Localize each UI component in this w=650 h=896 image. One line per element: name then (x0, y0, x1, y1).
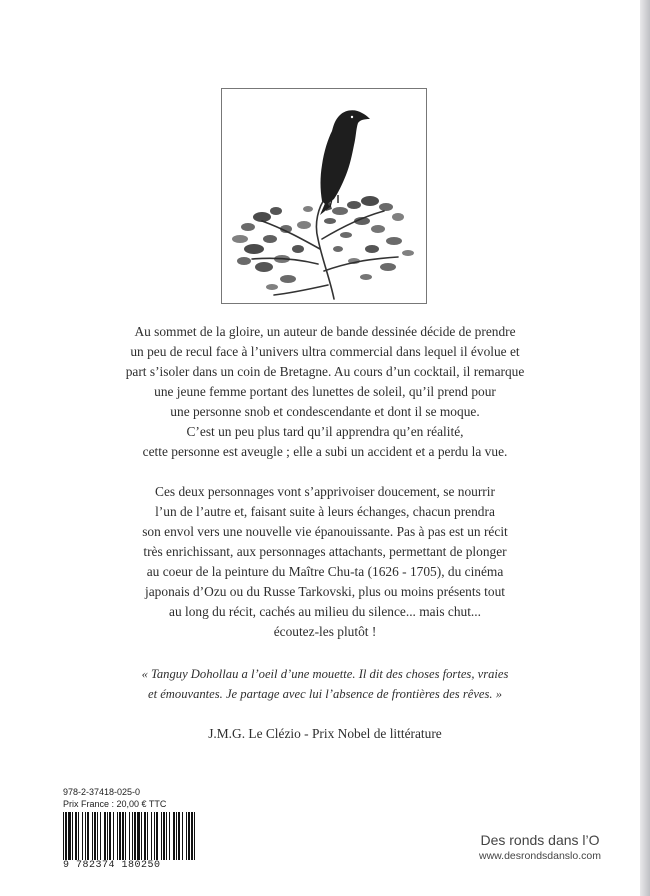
crow-ink-illustration (221, 88, 427, 304)
summary-paragraph-2 (110, 482, 540, 642)
summary-paragraph-1 (110, 322, 540, 462)
isbn-number: 978-2-37418-025-0 (63, 787, 141, 797)
barcode-bar (72, 812, 73, 860)
spine-edge (640, 0, 650, 896)
barcode-bar (109, 812, 111, 860)
barcode-bar (125, 812, 126, 860)
barcode-bar (113, 812, 114, 860)
barcode-bar (194, 812, 195, 860)
barcode-bar (68, 812, 71, 860)
barcode-bar (97, 812, 98, 860)
barcode-bar (173, 812, 175, 860)
summary-line: au long du récit, cachés au milieu du silence... mais chut... (169, 604, 481, 619)
summary-line: C’est un peu plus tard qu’il apprendra qu’en réalité, (186, 424, 464, 439)
barcode-bar (119, 812, 121, 860)
barcode-bar (117, 812, 118, 860)
barcode-bar (92, 812, 93, 860)
barcode-bar (182, 812, 183, 860)
barcode-bar (63, 812, 64, 860)
barcode-bar (178, 812, 180, 860)
barcode-bar (188, 812, 190, 860)
summary-line: part s’isoler dans un coin de Bretagne. Au cours d’un cocktail, il remarque (125, 364, 525, 379)
le-clezio-quote (110, 664, 540, 704)
summary-line: au coeur de la peinture du Maître Chu-ta (1626 - 1705), du cinéma (146, 564, 504, 579)
barcode-bar (134, 812, 136, 860)
crow-on-branch-drawing (222, 89, 426, 303)
barcode-bar (191, 812, 193, 860)
summary-line: japonais d’Ozu ou du Russe Tarkovski, plus ou moins présents tout (145, 584, 505, 599)
barcode-bar (78, 812, 79, 860)
publisher-url[interactable]: www.desrondsdanslo.com (479, 850, 601, 862)
barcode-bar (137, 812, 140, 860)
barcode-bar (154, 812, 155, 860)
barcode-bar (100, 812, 101, 860)
barcode-bar (156, 812, 158, 860)
barcode-bar (147, 812, 148, 860)
quote-line: « Tanguy Dohollau a l’oeil d’une mouette. Il dit des choses fortes, vraies (141, 667, 509, 681)
summary-line: Au sommet de la gloire, un auteur de bande dessinée décide de prendre (134, 324, 516, 339)
barcode-bar (151, 812, 152, 860)
ean-barcode (63, 812, 195, 862)
barcode-bar (65, 812, 67, 860)
barcode-bar (104, 812, 106, 860)
summary-line: écoutez-les plutôt ! (273, 624, 377, 639)
quote-line: et émouvantes. Je partage avec lui l’absence de frontières des rêves. » (147, 687, 503, 701)
barcode-bar (169, 812, 170, 860)
summary-line: un peu de recul face à l’univers ultra commercial dans lequel il évolue et (130, 344, 520, 359)
quote-attribution: J.M.G. Le Clézio - Prix Nobel de littérature (208, 726, 442, 741)
barcode-bar (186, 812, 187, 860)
summary-line: cette personne est aveugle ; elle a subi un accident et a perdu la vue. (142, 444, 508, 459)
summary-line: l’un de l’autre et, faisant suite à leurs échanges, chacun prendra (155, 504, 495, 519)
publisher-name: Des ronds dans l’O (480, 832, 600, 848)
barcode-bar (122, 812, 124, 860)
publisher-block (470, 831, 610, 863)
barcode-bar (132, 812, 133, 860)
summary-line: très enrichissant, aux personnages attachants, permettant de plonger (143, 544, 507, 559)
price-label: Prix France : 20,00 € TTC (63, 799, 167, 809)
barcode-bar (176, 812, 177, 860)
summary-line: une jeune femme portant des lunettes de soleil, qu’il prend pour (154, 384, 496, 399)
barcode-bar (87, 812, 89, 860)
barcode-bar (107, 812, 108, 860)
summary-line: une personne snob et condescendante et dont il se moque. (170, 404, 480, 419)
barcode-bar (166, 812, 167, 860)
summary-line: Ces deux personnages vont s’apprivoiser doucement, se nourrir (155, 484, 495, 499)
summary-line: son envol vers une nouvelle vie épanouissante. Pas à pas est un récit (142, 524, 508, 539)
isbn-block (63, 786, 166, 810)
barcode-bar (129, 812, 130, 860)
barcode-bar (163, 812, 165, 860)
barcode-bar (82, 812, 83, 860)
barcode-bar (144, 812, 146, 860)
barcode-bar (75, 812, 77, 860)
barcode-bar (161, 812, 162, 860)
barcode-digits: 9 782374 180250 (63, 860, 161, 871)
barcode-bar (85, 812, 86, 860)
barcode-bar (141, 812, 142, 860)
barcode-bar (94, 812, 96, 860)
